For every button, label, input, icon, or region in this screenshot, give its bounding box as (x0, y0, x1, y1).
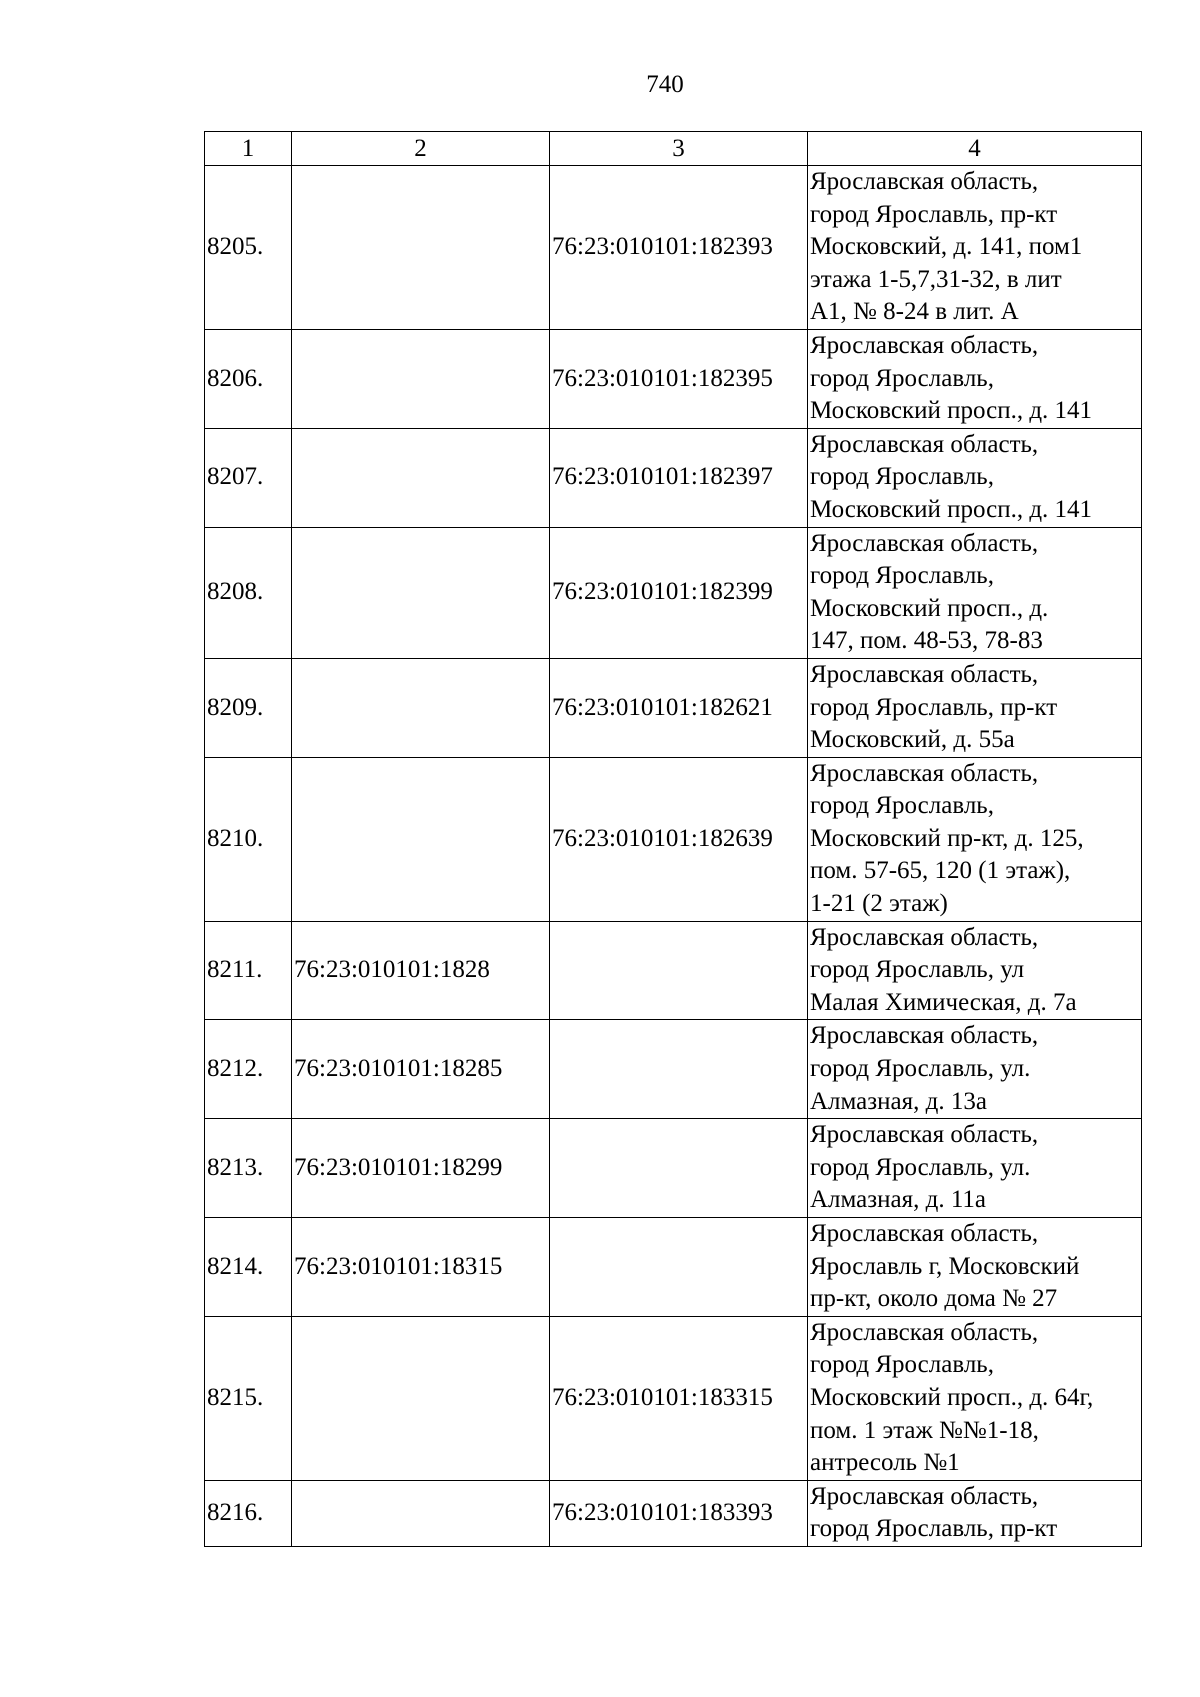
column-header-2: 2 (292, 132, 550, 166)
address: Ярославская область, город Ярославль, Московский просп., д. 141 (808, 329, 1142, 428)
row-number: 8214. (205, 1218, 292, 1317)
address: Ярославская область, город Ярославль, ул. Алмазная, д. 13а (808, 1020, 1142, 1119)
table-row (205, 921, 1142, 1020)
column-header-3: 3 (550, 132, 808, 166)
table-row (205, 1119, 1142, 1218)
table-row (205, 329, 1142, 428)
cadastral-number-col3 (550, 921, 808, 1020)
cadastral-number-col3: 76:23:010101:182393 (550, 166, 808, 330)
cadastral-number-col3: 76:23:010101:182395 (550, 329, 808, 428)
row-number: 8216. (205, 1480, 292, 1546)
table-body (205, 166, 1142, 1547)
cadastral-number-col2 (292, 1316, 550, 1480)
row-number: 8208. (205, 527, 292, 658)
address: Ярославская область, Ярославль г, Московский пр-кт, около дома № 27 (808, 1218, 1142, 1317)
cadastral-number-col2 (292, 658, 550, 757)
row-number: 8212. (205, 1020, 292, 1119)
cadastral-number-col3: 76:23:010101:182399 (550, 527, 808, 658)
cadastral-number-col3: 76:23:010101:182639 (550, 757, 808, 921)
address: Ярославская область, город Ярославль, Московский просп., д. 147, пом. 48-53, 78-83 (808, 527, 1142, 658)
cadastral-number-col3: 76:23:010101:182621 (550, 658, 808, 757)
column-header-4: 4 (808, 132, 1142, 166)
cadastral-number-col2: 76:23:010101:18315 (292, 1218, 550, 1317)
cadastral-number-col2: 76:23:010101:18285 (292, 1020, 550, 1119)
cadastral-number-col2 (292, 527, 550, 658)
row-number: 8209. (205, 658, 292, 757)
page-number: 740 (646, 71, 684, 98)
column-header-1: 1 (205, 132, 292, 166)
cadastral-number-col2: 76:23:010101:1828 (292, 921, 550, 1020)
table-row (205, 166, 1142, 330)
cadastral-number-col2 (292, 428, 550, 527)
property-registry-table (204, 131, 1142, 1547)
table-row (205, 1316, 1142, 1480)
cadastral-number-col2 (292, 166, 550, 330)
address: Ярославская область, город Ярославль, пр-кт Московский, д. 55а (808, 658, 1142, 757)
table-row (205, 527, 1142, 658)
table-header-row (205, 132, 1142, 166)
cadastral-number-col3: 76:23:010101:183393 (550, 1480, 808, 1546)
cadastral-number-col2 (292, 329, 550, 428)
cadastral-number-col3 (550, 1020, 808, 1119)
cadastral-number-col3 (550, 1218, 808, 1317)
cadastral-number-col2 (292, 1480, 550, 1546)
table-row (205, 658, 1142, 757)
row-number: 8206. (205, 329, 292, 428)
address: Ярославская область, город Ярославль, Московский просп., д. 141 (808, 428, 1142, 527)
table-row (205, 1020, 1142, 1119)
address: Ярославская область, город Ярославль, пр-кт (808, 1480, 1142, 1546)
address: Ярославская область, город Ярославль, Московский пр-кт, д. 125, пом. 57-65, 120 (1 этаж), 1-21 (2 этаж) (808, 757, 1142, 921)
table-row (205, 757, 1142, 921)
cadastral-number-col2 (292, 757, 550, 921)
cadastral-number-col3: 76:23:010101:183315 (550, 1316, 808, 1480)
address: Ярославская область, город Ярославль, ул Малая Химическая, д. 7а (808, 921, 1142, 1020)
address: Ярославская область, город Ярославль, ул. Алмазная, д. 11а (808, 1119, 1142, 1218)
row-number: 8215. (205, 1316, 292, 1480)
row-number: 8211. (205, 921, 292, 1020)
row-number: 8213. (205, 1119, 292, 1218)
address: Ярославская область, город Ярославль, Московский просп., д. 64г, пом. 1 этаж №№1-18, антресоль №1 (808, 1316, 1142, 1480)
cadastral-number-col3 (550, 1119, 808, 1218)
table-row (205, 428, 1142, 527)
row-number: 8205. (205, 166, 292, 330)
cadastral-number-col2: 76:23:010101:18299 (292, 1119, 550, 1218)
row-number: 8210. (205, 757, 292, 921)
address: Ярославская область, город Ярославль, пр-кт Московский, д. 141, пом1 этажа 1-5,7,31-32, в лит А1, № 8-24 в лит. А (808, 166, 1142, 330)
table-row (205, 1218, 1142, 1317)
table-row (205, 1480, 1142, 1546)
row-number: 8207. (205, 428, 292, 527)
cadastral-number-col3: 76:23:010101:182397 (550, 428, 808, 527)
